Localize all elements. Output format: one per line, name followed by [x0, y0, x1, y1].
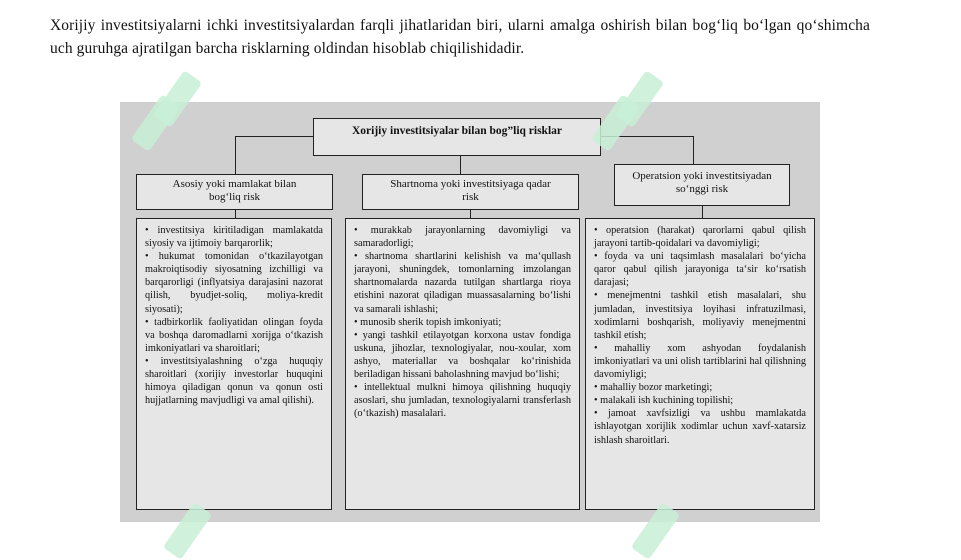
connector-line	[702, 206, 703, 218]
list-item: • munosib sherik topish imkoniyati;	[354, 316, 502, 328]
branch-list-country-risk	[136, 218, 332, 510]
intro-paragraph: Xorijiy investitsiyalarni ichki investitsiyalardan farqli jihatlaridan biri, ularni amalga oshirish bilan bog‘liq bo‘lgan qo‘shimcha uch guruhga ajratilgan barcha risklarning oldindan hisoblab chiqilishidadir.	[50, 17, 870, 57]
branch-header-contract-risk	[362, 174, 579, 210]
list-item: • malakali ish kuchining topilishi;	[594, 395, 734, 407]
branch-title: Asosiy yoki mamlakat bilan bog‘liq risk	[172, 178, 297, 203]
list-item: • operatsion (harakat) qarorlarni qabul qilish jarayoni tartib-qoidalari va davomiyligi;	[594, 225, 806, 250]
branch-header-operational-risk	[614, 164, 790, 206]
branch-list-contract-risk	[345, 218, 580, 510]
list-item: • investitsiya kiritiladigan mamlakatda siyosiy va ijtimoiy barqarorlik;	[145, 225, 323, 250]
list-item: • jamoat xavfsizligi va ushbu mamlakatda ishlayotgan xorijlik xodimlar uchun xavf-xatarsiz ishlash sharoitlari.	[594, 408, 806, 446]
list-item: • mahalliy bozor marketingi;	[594, 382, 713, 394]
connector-line	[470, 210, 471, 218]
list-item: • hukumat tomonidan o‘tkazilayotgan makroiqtisodiy siyosatning izchilligi va barqarorligi (inflyatsiya darajasini nazorat qilish, byudjet-soliq, moliya-kredit siyosati);	[145, 251, 323, 315]
list-item: • menejmentni tashkil etish masalalari, shu jumladan, investitsiya loyihasi infratuzilmasi, xodimlarni boshqarish, moliyaviy menejmentni tashkil etish;	[594, 290, 806, 341]
list-item: • tadbirkorlik faoliyatidan olingan foyda va boshqa daromadlarni xorijga o‘tkazish imkoniyatlari va sharoitlari;	[145, 316, 323, 354]
branch-header-country-risk	[136, 174, 333, 210]
list-item: • yangi tashkil etilayotgan korxona ustav fondiga uskuna, jihozlar, texnologiyalar, nou-xoular, xom ashyo, materiallar va boshqalar ko‘rinishida beriladigan hissani baholashning mavjud bo‘lishi;	[354, 329, 571, 381]
connector-line	[235, 210, 236, 218]
list-item: • mahalliy xom ashyodan foydalanish imkoniyatlari va uni olish tartiblarini hal qilishning davomiyligi;	[594, 342, 806, 381]
connector-line	[235, 136, 236, 174]
list-item: • foyda va uni taqsimlash masalalari bo‘yicha qaror qabul qilish jarayoniga ta‘sir ko‘rsatish darajasi;	[594, 251, 806, 289]
connector-line	[693, 136, 694, 164]
list-item: • shartnoma shartlarini kelishish va ma‘qullash jarayoni, shuningdek, tomonlarning imzolangan shartnomalarda nazarda tutilgan shartlarga rioya etishini nazorat qiladigan muassasalarning bo‘lishi va samarali ishlashi;	[354, 251, 571, 315]
diagram-root-box	[313, 118, 601, 156]
branch-title: Shartnoma yoki investitsiyaga qadar risk	[390, 178, 551, 203]
list-item: • murakkab jarayonlarning davomiyligi va samaradorligi;	[354, 225, 571, 250]
branch-list-operational-risk	[585, 218, 815, 510]
connector-line	[235, 136, 313, 137]
branch-title: Operatsion yoki investitsiyadan so‘nggi risk	[632, 170, 772, 195]
risk-diagram	[120, 102, 820, 522]
diagram-root-title: Xorijiy investitsiyalar bilan bog”liq risklar	[352, 125, 562, 137]
list-item: • investitsiyalashning o‘zga huquqiy sharoitlari (xorijiy investorlar huquqini himoya qiladigan qonun va qonun osti hujjatlarning mavjudligi va amal qilishi).	[145, 355, 323, 407]
list-item: • intellektual mulkni himoya qilishning huquqiy asoslari, shu jumladan, texnologiyalarni transferlash (o‘tkazish) masalalari.	[354, 382, 571, 420]
connector-line	[460, 156, 461, 174]
